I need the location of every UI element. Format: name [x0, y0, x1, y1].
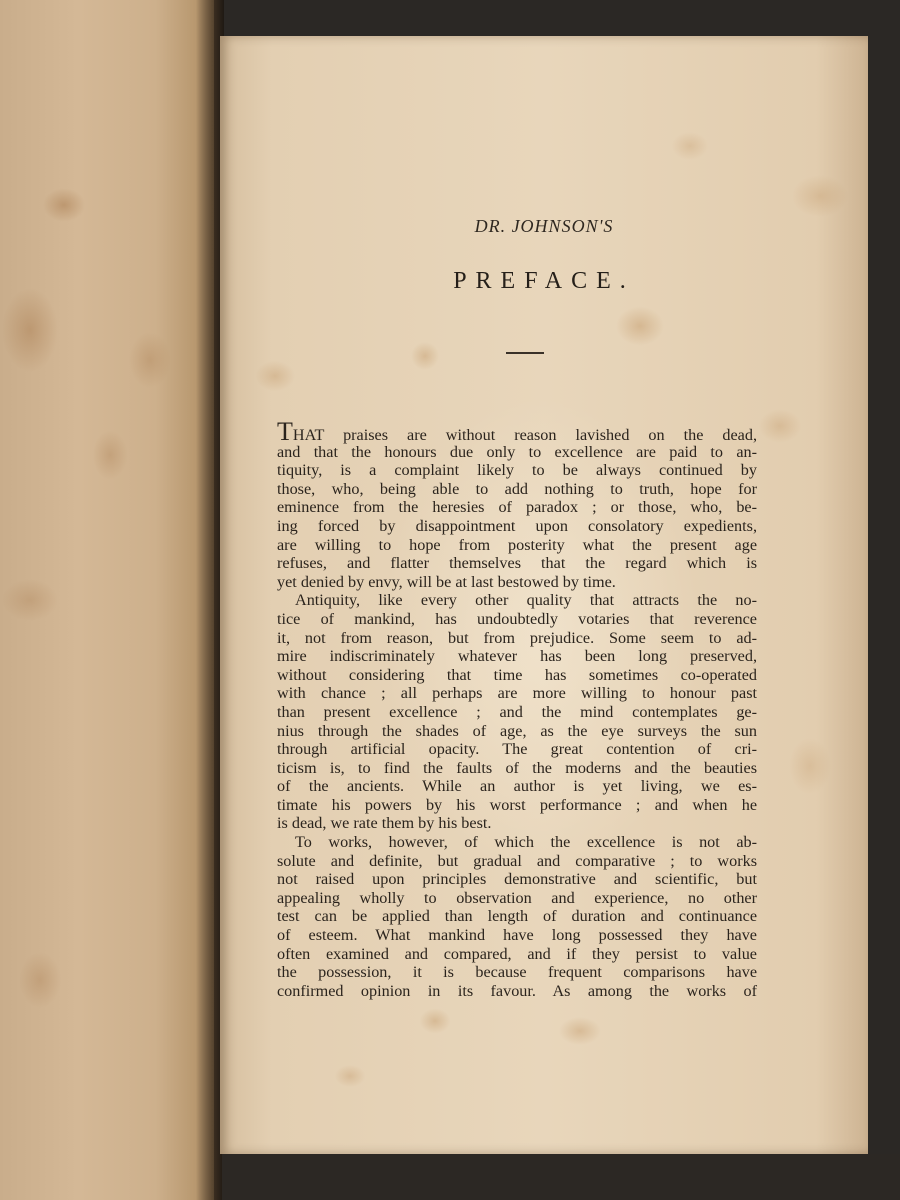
text-line: solute and definite, but gradual and comparative ; to works	[277, 851, 757, 870]
body-text	[277, 417, 757, 1000]
text-line: the possession, it is because frequent comparisons have	[277, 963, 757, 982]
page-text	[220, 36, 868, 1154]
title-rule	[506, 352, 544, 354]
text-line: of the ancients. While an author is yet living, we es-	[277, 777, 757, 796]
text-line: without considering that time has sometimes co-operated	[277, 665, 757, 684]
text-line: appealing wholly to observation and experience, no other	[277, 888, 757, 907]
right-page	[220, 36, 868, 1154]
text-line: ticism is, to find the faults of the moderns and the beauties	[277, 758, 757, 777]
text-line: through artificial opacity. The great contention of cri-	[277, 740, 757, 759]
text-line: eminence from the heresies of paradox ; or those, who, be-	[277, 498, 757, 517]
text-line: of esteem. What mankind have long possessed they have	[277, 926, 757, 945]
text-line: timate his powers by his worst performance ; and when he	[277, 795, 757, 814]
text-line: tiquity, is a complaint likely to be always continued by	[277, 461, 757, 480]
text-line: ing forced by disappointment upon consolatory expedients,	[277, 516, 757, 535]
text-line: is dead, we rate them by his best.	[277, 814, 492, 833]
running-head: DR. JOHNSON'S	[474, 216, 614, 236]
text-line: THAT praises are without reason lavished on the dead,	[277, 417, 757, 446]
text-line: test can be applied than length of duration and continuance	[277, 907, 757, 926]
page-title: PREFACE.	[453, 268, 635, 294]
text-line: those, who, being able to add nothing to truth, hope for	[277, 479, 757, 498]
text-line: nius through the shades of age, as the eye surveys the sun	[277, 721, 757, 740]
text-line: tice of mankind, has undoubtedly votaries that reverence	[277, 609, 757, 628]
text-line: and that the honours due only to excellence are paid to an-	[277, 442, 757, 461]
text-line: Antiquity, like every other quality that attracts the no-	[295, 591, 757, 610]
text-line: not raised upon principles demonstrative and scientific, but	[277, 870, 757, 889]
left-page	[0, 0, 222, 1200]
text-line: with chance ; all perhaps are more willing to honour past	[277, 684, 757, 703]
text-line: often examined and compared, and if they persist to value	[277, 944, 757, 963]
text-line: confirmed opinion in its favour. As among the works of	[277, 981, 757, 1000]
text-line: than present excellence ; and the mind contemplates ge-	[277, 702, 757, 721]
text-line: To works, however, of which the excellence is not ab-	[295, 833, 757, 852]
text-line: refuses, and flatter themselves that the regard which is	[277, 554, 757, 573]
background-below-page	[222, 1154, 900, 1200]
text-line: yet denied by envy, will be at last bestowed by time.	[277, 572, 616, 591]
text-line: are willing to hope from posterity what the present age	[277, 535, 757, 554]
text-line: mire indiscriminately whatever has been long preserved,	[277, 647, 757, 666]
drop-cap: T	[277, 417, 293, 446]
text-line: it, not from reason, but from prejudice. Some seem to ad-	[277, 628, 757, 647]
